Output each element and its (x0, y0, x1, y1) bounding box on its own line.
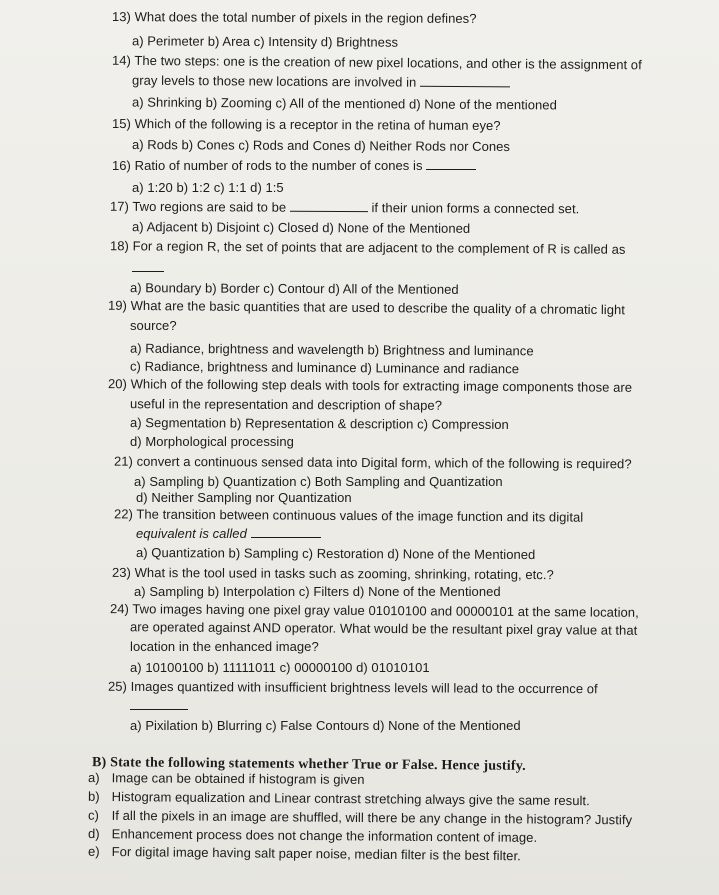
answer-blank (426, 158, 476, 170)
question-20-options-2: d) Morphological processing (130, 434, 294, 449)
question-22-line-2 (136, 526, 321, 541)
question-23 (112, 565, 554, 582)
question-14 (112, 53, 642, 73)
section-b-heading: B) State the following statements whether True or False. Hence justify. (91, 755, 526, 774)
question-text: Images quantized with insufficient brightness levels will lead to the occurrence of (130, 678, 598, 697)
question-number: 14) (111, 52, 132, 68)
section-b-item-e (88, 844, 521, 864)
item-label: e) (87, 843, 100, 859)
question-24-options: a) 10100100 b) 11111011 c) 00000100 d) 01010101 (130, 660, 430, 675)
question-18 (110, 238, 626, 257)
question-21-options-2: d) Neither Sampling nor Quantization (136, 490, 352, 505)
question-24-line-2: are operated against AND operator. What would be the resultant pixel gray value at that (129, 619, 638, 638)
question-number: 16) (112, 158, 131, 173)
question-text: The transition between continuous values of the image function and its digital (136, 506, 584, 525)
question-number: 17) (109, 198, 129, 214)
question-19-options-2: c) Radiance, brightness and luminance d) Luminance and radiance (129, 358, 520, 377)
question-24-line-3: location in the enhanced image? (130, 639, 319, 654)
section-b-item-a (88, 770, 365, 787)
section-b-item-d (88, 826, 537, 845)
question-number: 19) (107, 297, 128, 313)
question-number: 18) (109, 238, 130, 254)
question-text-after: if their union forms a connected set. (371, 200, 580, 217)
question-14-line-2 (132, 73, 510, 91)
question-number: 25) (107, 678, 127, 694)
question-text: equivalent is called (136, 526, 247, 541)
question-23-options: a) Sampling b) Interpolation c) Filters d) None of the Mentioned (134, 584, 501, 599)
answer-blank (251, 526, 321, 538)
question-20 (108, 376, 632, 395)
question-24 (110, 601, 639, 620)
question-number: 13) (111, 9, 131, 25)
section-b-item-c (88, 808, 632, 828)
question-16-options: a) 1:20 b) 1:2 c) 1:1 d) 1:5 (132, 180, 284, 195)
question-19-options: a) Radiance, brightness and wavelength b) Brightness and luminance (129, 340, 534, 359)
question-19-line-2: source? (130, 318, 177, 333)
answer-blank (290, 200, 368, 212)
answer-blank (132, 260, 164, 272)
question-21 (114, 454, 632, 472)
question-text: Which of the following step deals with tools for extracting image components those are (130, 376, 633, 395)
item-text: If all the pixels in an image are shuffled, will there be any change in the histogram? Justify (111, 807, 633, 828)
question-19 (108, 298, 625, 318)
item-text: Histogram equalization and Linear contrast stretching always give the same result. (111, 789, 590, 809)
question-text: What is the tool used in tasks such as zooming, shrinking, rotating, etc.? (134, 564, 554, 583)
question-25-options: a) Pixilation b) Blurring c) False Contours d) None of the Mentioned (130, 718, 521, 733)
item-label: b) (87, 788, 100, 804)
question-16 (112, 158, 476, 173)
question-text: Two regions are said to be (132, 198, 287, 215)
question-25 (108, 679, 598, 697)
question-21-options: a) Sampling b) Quantization c) Both Sampling and Quantization (134, 474, 503, 489)
item-text: For digital image having salt paper noise, median filter is the best filter. (111, 843, 521, 864)
question-17-options: a) Adjacent b) Disjoint c) Closed d) None of the Mentioned (131, 219, 471, 236)
question-text: Which of the following is a receptor in the retina of human eye? (134, 116, 501, 134)
section-b-item-b (88, 789, 590, 808)
answer-blank (130, 698, 188, 710)
question-20-options: a) Segmentation b) Representation & description c) Compression (129, 415, 509, 432)
question-number: 22) (113, 506, 134, 522)
question-text: Ratio of number of rods to the number of cones is (134, 158, 423, 173)
question-number: 24) (109, 601, 130, 617)
item-label: a) (87, 770, 100, 786)
question-18-blank-line (132, 260, 164, 275)
question-number: 21) (113, 453, 133, 469)
item-label: d) (87, 826, 100, 842)
question-text: For a region R, the set of points that are adjacent to the complement of R is called as (132, 238, 626, 257)
question-number: 15) (111, 115, 131, 132)
item-text: Image can be obtained if histogram is given (111, 770, 365, 787)
question-text: convert a continuous sensed data into Digital form, which of the following is required? (136, 453, 632, 472)
question-text: gray levels to those new locations are involved in (131, 72, 417, 90)
question-text: What are the basic quantities that are used to describe the quality of a chromatic light (130, 297, 626, 318)
question-15-options: a) Rods b) Cones c) Rods and Cones d) Neither Rods nor Cones (131, 137, 511, 154)
question-13-options: a) Perimeter b) Area c) Intensity d) Brightness (131, 33, 399, 50)
question-13 (112, 9, 477, 26)
question-20-line-2: useful in the representation and description of shape? (129, 396, 443, 413)
question-15 (112, 116, 501, 133)
question-22 (114, 506, 583, 524)
question-number: 20) (107, 376, 128, 392)
question-14-options: a) Shrinking b) Zooming c) All of the mentioned d) None of the mentioned (131, 94, 557, 113)
item-label: c) (87, 807, 100, 823)
question-text: The two steps: one is the creation of new pixel locations, and other is the assignment of (134, 52, 642, 73)
question-22-options: a) Quantization b) Sampling c) Restoration d) None of the Mentioned (135, 544, 536, 563)
question-17 (110, 199, 579, 216)
question-text: What does the total number of pixels in the region defines? (134, 9, 477, 26)
question-number: 23) (111, 564, 131, 580)
question-text: Two images having one pixel gray value 01010100 and 00000101 at the same location, (132, 601, 639, 620)
answer-blank (420, 75, 510, 88)
question-18-options: a) Boundary b) Border c) Contour d) All of the Mentioned (129, 280, 459, 297)
question-25-blank-line (130, 698, 188, 713)
item-text: Enhancement process does not change the information content of image. (111, 826, 538, 845)
